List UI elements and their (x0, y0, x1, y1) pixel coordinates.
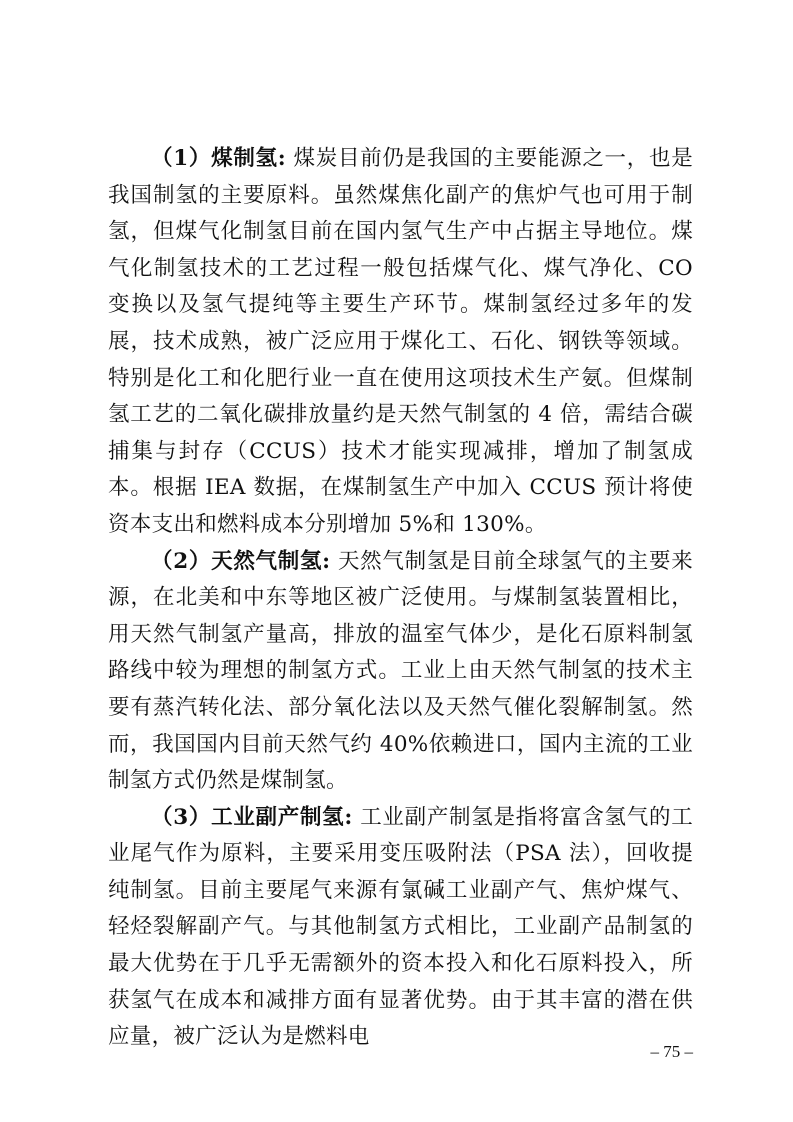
paragraph-industrial-byproduct-hydrogen (108, 800, 693, 1056)
paragraph-natural-gas-hydrogen (108, 544, 693, 800)
paragraph-text: 工业副产制氢是指将富含氢气的工业尾气作为原料，主要采用变压吸附法（PSA 法），回收提纯制氢。目前主要尾气来源有氯碱工业副产气、焦炉煤气、轻烃裂解副产气。与其他制氢方式相比，工业副产品制氢的最大优势在于几乎无需额外的资本投入和化石原料投入，所获氢气在成本和减排方面有显著优势。由于其丰富的潜在供应量，被广泛认为是燃料电 (108, 804, 693, 1050)
page-number: – 75 – (650, 1042, 693, 1061)
paragraph-heading: （3）工业副产制氢: (151, 804, 353, 830)
paragraph-coal-hydrogen (108, 141, 693, 544)
paragraph-text: 天然气制氢是目前全球氢气的主要来源，在北美和中东等地区被广泛使用。与煤制氢装置相比，用天然气制氢产量高，排放的温室气体少，是化石原料制氢路线中较为理想的制氢方式。工业上由天然气制氢的技术主要有蒸汽转化法、部分氧化法以及天然气催化裂解制氢。然而，我国国内目前天然气约 40%依赖进口，国内主流的工业制氢方式仍然是煤制氢。 (108, 548, 693, 794)
document-body (108, 141, 693, 1056)
paragraph-heading: （2）天然气制氢: (151, 548, 331, 574)
paragraph-heading: （1）煤制氢: (151, 146, 286, 171)
paragraph-text: 煤炭目前仍是我国的主要能源之一，也是我国制氢的主要原料。虽然煤焦化副产的焦炉气也可用于制氢，但煤气化制氢目前在国内氢气生产中占据主导地位。煤气化制氢技术的工艺过程一般包括煤气化、煤气净化、CO 变换以及氢气提纯等主要生产环节。煤制氢经过多年的发展，技术成熟，被广泛应用于煤化工、石化、钢铁等领域。特别是化工和化肥行业一直在使用这项技术生产氨。但煤制氢工艺的二氧化碳排放量约是天然气制氢的 4 倍，需结合碳捕集与封存（CCUS）技术才能实现减排，增加了制氢成本。根据 IEA 数据，在煤制氢生产中加入 CCUS 预计将使资本支出和燃料成本分别增加 5%和 130%。 (108, 146, 694, 537)
